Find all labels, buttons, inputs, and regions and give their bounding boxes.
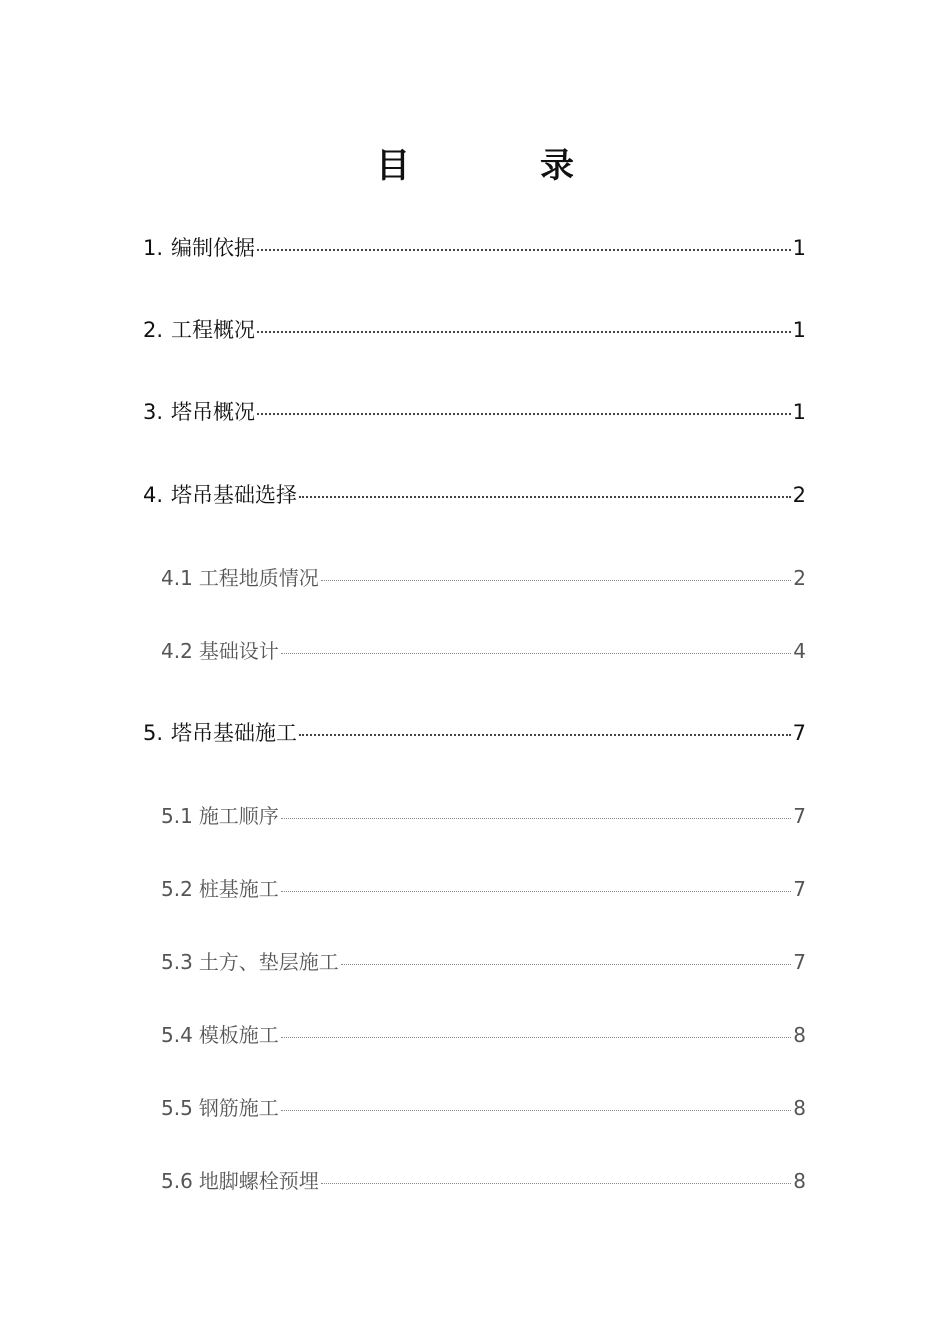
- toc-entry[interactable]: [161, 873, 806, 902]
- toc-entry-number: 3.: [143, 400, 164, 424]
- toc-entry[interactable]: [143, 479, 806, 509]
- toc-dot-leader: [281, 1110, 791, 1111]
- toc-entry-label: 编制依据: [171, 236, 256, 260]
- toc-entry-label: 塔吊概况: [171, 400, 256, 424]
- toc-entry[interactable]: [143, 314, 806, 344]
- toc-entry-number: 5.: [143, 721, 164, 745]
- toc-entry[interactable]: [143, 717, 806, 747]
- toc-entry[interactable]: [161, 1092, 806, 1121]
- toc-dot-leader: [321, 580, 791, 581]
- toc-entry[interactable]: [143, 396, 806, 426]
- toc-dot-leader: [281, 1037, 791, 1038]
- toc-entry-number: 2.: [143, 318, 164, 342]
- toc-entry-page: 7: [793, 877, 806, 901]
- toc-entry-number: 5.5: [161, 1096, 193, 1120]
- toc-entry-label: 地脚螺栓预埋: [198, 1169, 319, 1193]
- toc-entry-page: 1: [792, 318, 806, 342]
- toc-entry-page: 1: [792, 400, 806, 424]
- toc-dot-leader: [281, 653, 791, 654]
- toc-entry[interactable]: [161, 562, 806, 591]
- toc-entry[interactable]: [161, 635, 806, 664]
- toc-entry-number: 5.2: [161, 877, 193, 901]
- toc-entry[interactable]: [161, 1019, 806, 1048]
- toc-entry-label: 塔吊基础选择: [171, 483, 298, 507]
- toc-entry-page: 2: [792, 483, 806, 507]
- toc-title: 目 录: [376, 146, 622, 186]
- toc-entry-number: 4.: [143, 483, 164, 507]
- toc-entry-label: 基础设计: [198, 639, 279, 663]
- toc-entry-number: 5.4: [161, 1023, 193, 1047]
- toc-dot-leader: [257, 249, 791, 251]
- toc-entry-number: 5.3: [161, 950, 193, 974]
- toc-dot-leader: [321, 1183, 791, 1184]
- toc-entry[interactable]: [161, 946, 806, 975]
- toc-entry-page: 4: [793, 639, 806, 663]
- toc-entry[interactable]: [161, 800, 806, 829]
- toc-entry-page: 2: [793, 566, 806, 590]
- toc-entry-label: 桩基施工: [198, 877, 279, 901]
- toc-entry-number: 4.2: [161, 639, 193, 663]
- toc-dot-leader: [281, 818, 791, 819]
- toc-entry-page: 7: [793, 950, 806, 974]
- toc-dot-leader: [299, 496, 791, 498]
- toc-dot-leader: [341, 964, 791, 965]
- toc-entry-number: 4.1: [161, 566, 193, 590]
- toc-entry-label: 钢筋施工: [198, 1096, 279, 1120]
- toc-entry-label: 土方、垫层施工: [198, 950, 339, 974]
- toc-dot-leader: [281, 891, 791, 892]
- toc-entry-number: 1.: [143, 236, 164, 260]
- toc-dot-leader: [299, 734, 791, 736]
- toc-entry[interactable]: [143, 232, 806, 262]
- toc-entry-page: 7: [792, 721, 806, 745]
- toc-entry-page: 1: [792, 236, 806, 260]
- toc-entry[interactable]: [161, 1165, 806, 1194]
- toc-entry-page: 7: [793, 804, 806, 828]
- toc-entry-label: 塔吊基础施工: [171, 721, 298, 745]
- toc-entry-label: 模板施工: [198, 1023, 279, 1047]
- toc-entry-label: 工程概况: [171, 318, 256, 342]
- toc-entry-number: 5.6: [161, 1169, 193, 1193]
- toc-dot-leader: [257, 413, 791, 415]
- toc-entry-label: 工程地质情况: [198, 566, 319, 590]
- toc-entry-page: 8: [793, 1169, 806, 1193]
- toc-entry-number: 5.1: [161, 804, 193, 828]
- toc-entry-label: 施工顺序: [198, 804, 279, 828]
- toc-entry-page: 8: [793, 1096, 806, 1120]
- toc-dot-leader: [257, 331, 791, 333]
- toc-entry-page: 8: [793, 1023, 806, 1047]
